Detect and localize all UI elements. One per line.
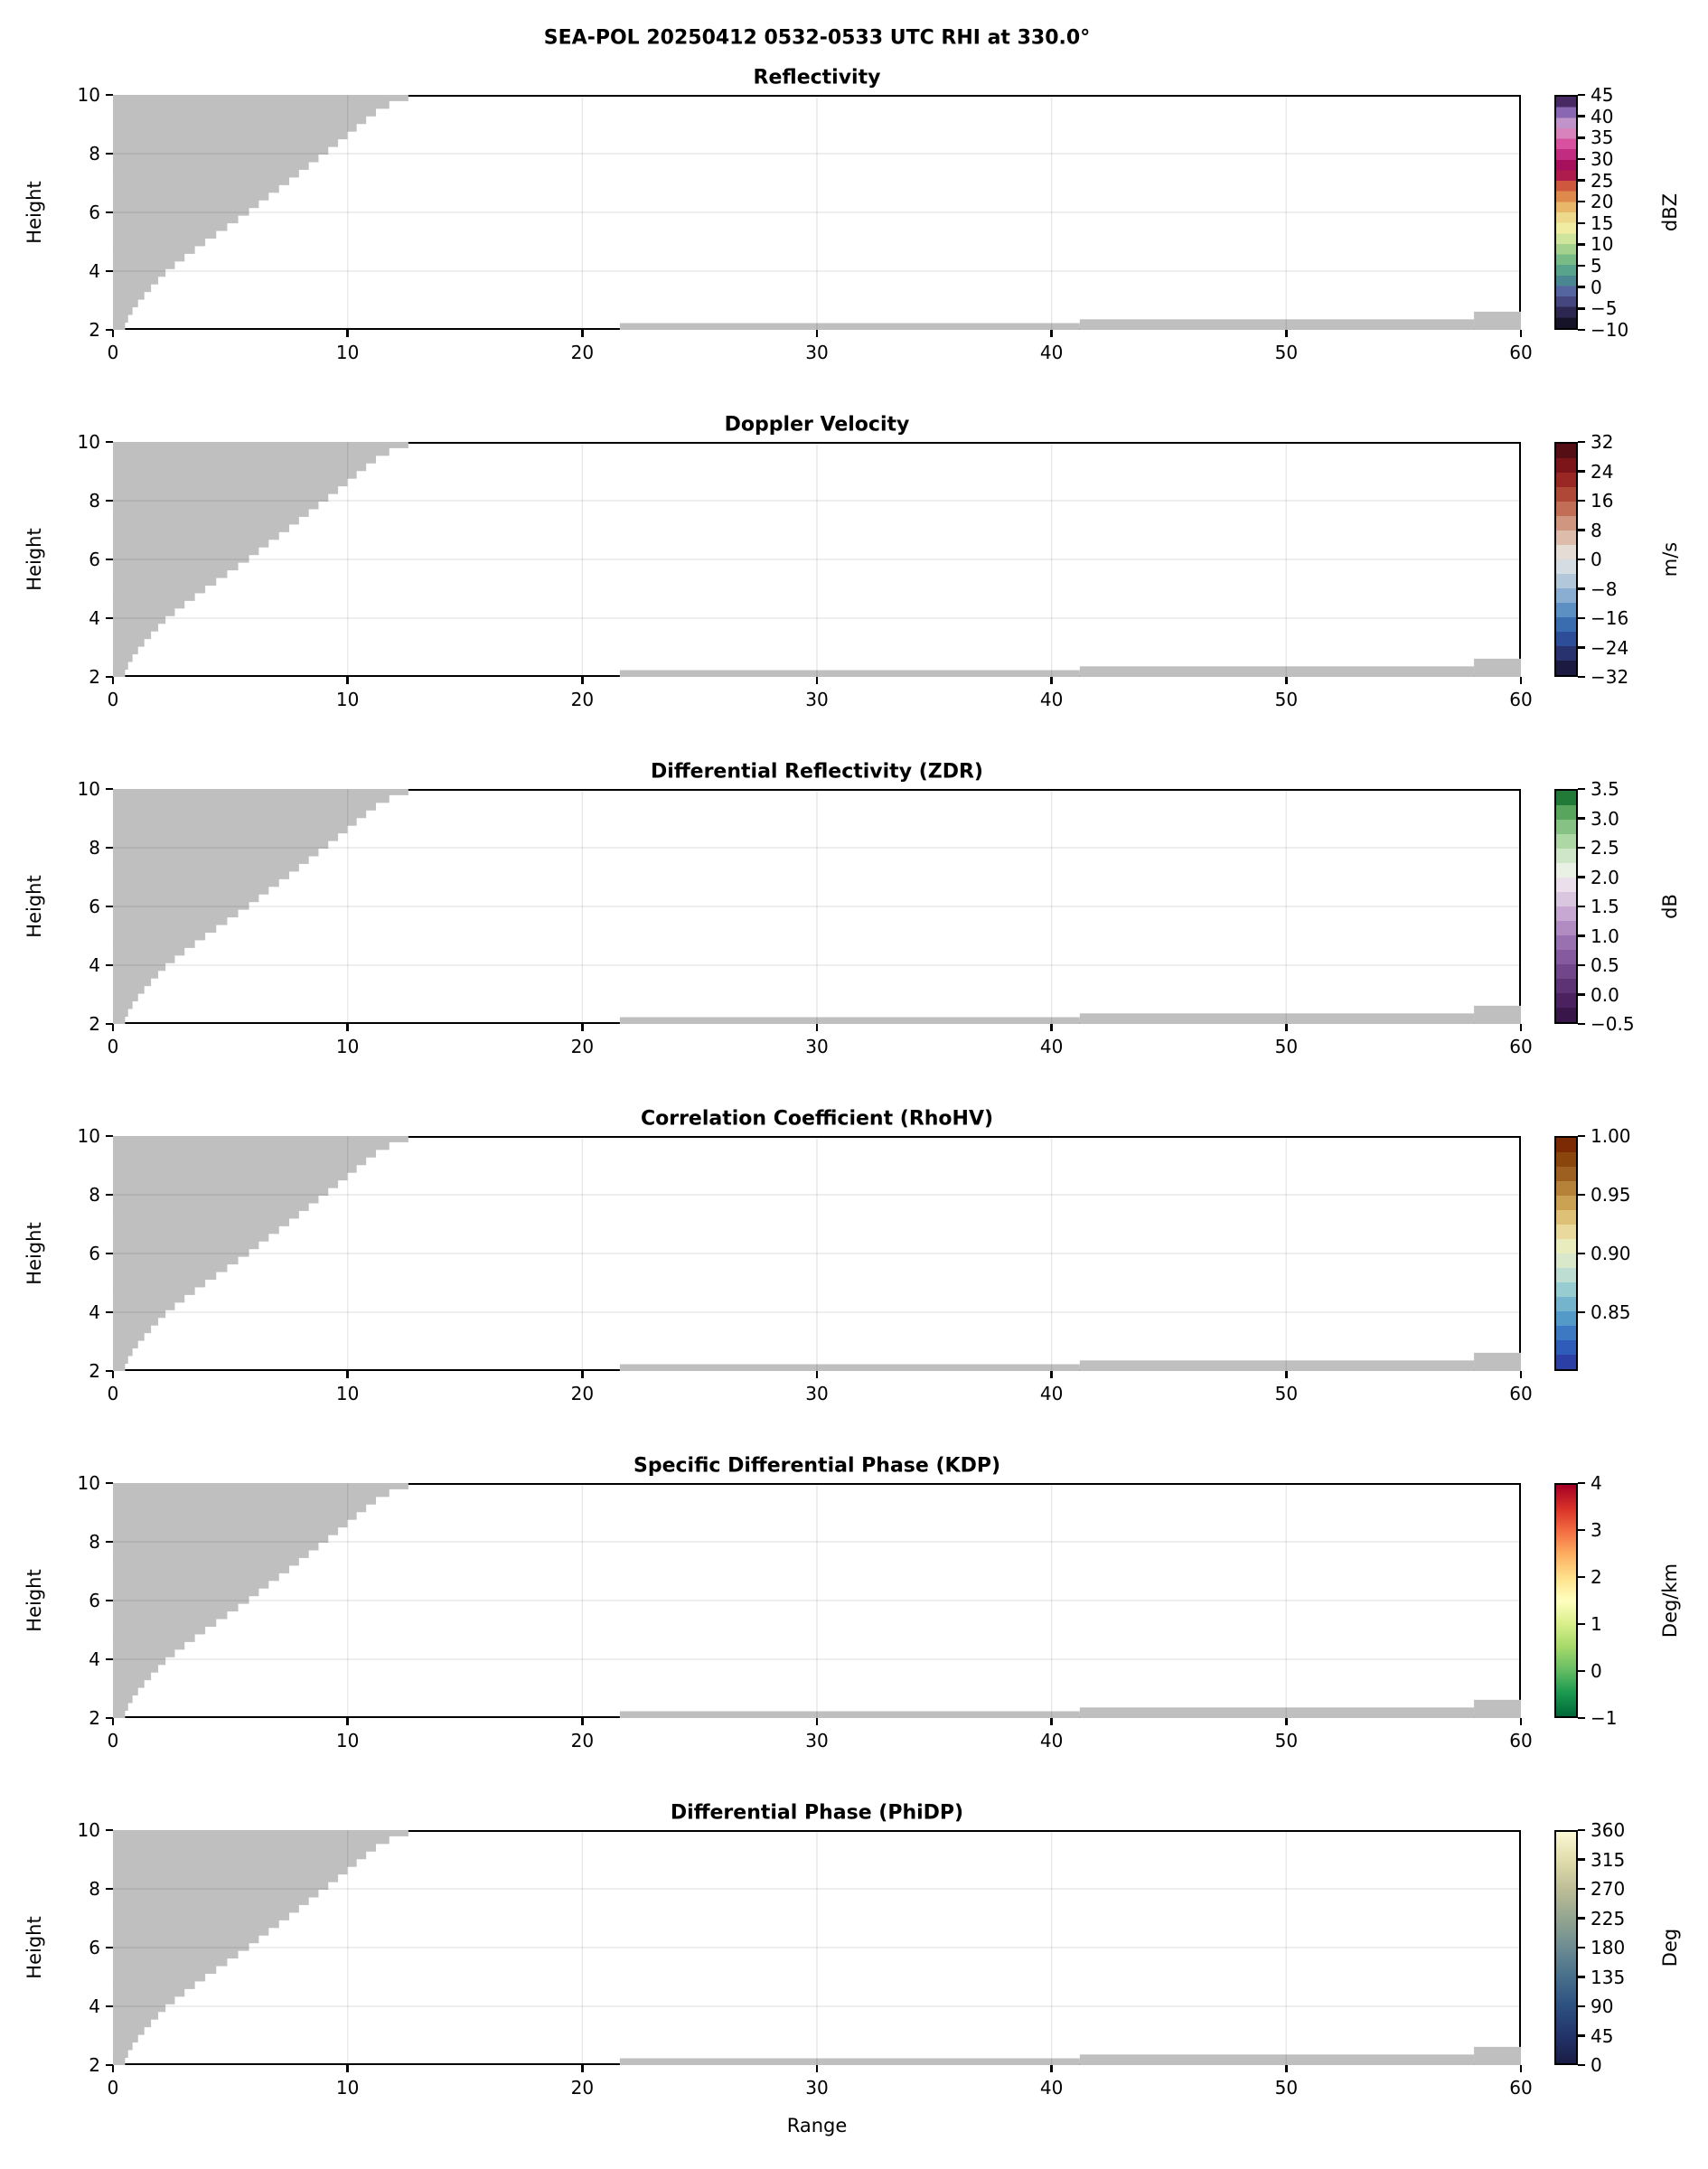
x-tick-mark — [1520, 677, 1523, 684]
colorbar-tick-mark — [1578, 876, 1585, 878]
y-tick-mark — [106, 94, 113, 97]
x-tick-label: 50 — [1274, 689, 1299, 710]
x-tick-label: 30 — [805, 2077, 829, 2099]
x-tick-label: 40 — [1039, 2077, 1064, 2099]
colorbar-tick-label: 3.0 — [1591, 807, 1619, 830]
x-tick-mark — [1050, 677, 1053, 684]
y-tick-label: 2 — [89, 2054, 100, 2076]
colorbar-tick-label: −24 — [1591, 636, 1629, 659]
colorbar-tick-label: 3 — [1591, 1519, 1602, 1541]
colorbar-tick-label: 15 — [1591, 211, 1614, 234]
x-tick-label: 20 — [570, 1383, 595, 1404]
x-tick-label: 60 — [1509, 342, 1533, 363]
x-tick-mark — [1050, 2065, 1053, 2072]
colorbar — [1554, 95, 1578, 330]
y-axis-label: Height — [23, 1916, 45, 1979]
y-tick-mark — [106, 2064, 113, 2067]
x-tick-label: 50 — [1274, 342, 1299, 363]
colorbar-tick-label: −8 — [1591, 577, 1618, 600]
x-tick-label: 10 — [335, 2077, 360, 2099]
y-tick-label: 4 — [89, 1995, 100, 2017]
x-axis-label: Range — [786, 2115, 848, 2136]
y-axis-label: Height — [23, 181, 45, 244]
y-tick-mark — [106, 2005, 113, 2008]
colorbar-tick-mark — [1578, 307, 1585, 310]
colorbar-tick-mark — [1578, 1917, 1585, 1920]
x-tick-mark — [1285, 2065, 1288, 2072]
y-tick-label: 2 — [89, 1707, 100, 1729]
y-tick-mark — [106, 1253, 113, 1255]
y-axis-label: Height — [23, 1222, 45, 1285]
x-tick-label: 60 — [1509, 1383, 1533, 1404]
colorbar-tick-label: 3.5 — [1591, 778, 1619, 800]
colorbar-tick-label: −0.5 — [1591, 1013, 1635, 1035]
colorbar-tick-label: 45 — [1591, 2024, 1614, 2047]
colorbar-tick-mark — [1578, 1529, 1585, 1532]
colorbar-unit-label: m/s — [1659, 541, 1681, 577]
colorbar-tick-mark — [1578, 934, 1585, 937]
y-tick-label: 8 — [89, 143, 100, 164]
y-tick-mark — [106, 1600, 113, 1602]
y-tick-label: 2 — [89, 1013, 100, 1035]
colorbar-tick-label: 24 — [1591, 460, 1614, 483]
x-tick-mark — [816, 330, 819, 337]
colorbar-tick-label: 90 — [1591, 1995, 1614, 2017]
colorbar-unit-label: dBZ — [1659, 192, 1681, 232]
x-tick-mark — [1050, 1718, 1053, 1725]
panel-title: Doppler Velocity — [724, 413, 910, 437]
y-tick-mark — [106, 441, 113, 444]
x-tick-mark — [1050, 1371, 1053, 1378]
colorbar-tick-label: 30 — [1591, 147, 1614, 170]
colorbar-tick-mark — [1578, 1670, 1585, 1673]
colorbar-tick-mark — [1578, 817, 1585, 820]
x-tick-label: 50 — [1274, 1383, 1299, 1404]
x-tick-mark — [816, 1024, 819, 1031]
x-tick-mark — [816, 677, 819, 684]
y-tick-mark — [106, 1717, 113, 1720]
no-data-mask-layer — [113, 95, 1521, 330]
x-tick-label: 0 — [107, 2077, 119, 2099]
panel-title: Differential Reflectivity (ZDR) — [651, 760, 983, 784]
x-tick-mark — [581, 2065, 584, 2072]
colorbar-tick-label: 0.95 — [1591, 1184, 1631, 1206]
colorbar — [1554, 1136, 1578, 1371]
x-tick-mark — [581, 330, 584, 337]
colorbar-tick-label: 0 — [1591, 276, 1602, 298]
colorbar-tick-mark — [1578, 1023, 1585, 1026]
x-tick-mark — [1520, 1024, 1523, 1031]
y-tick-mark — [106, 1947, 113, 1949]
x-tick-mark — [1285, 1718, 1288, 1725]
y-tick-mark — [106, 1541, 113, 1544]
colorbar-tick-mark — [1578, 788, 1585, 791]
y-tick-label: 2 — [89, 319, 100, 341]
x-tick-mark — [1520, 1371, 1523, 1378]
y-tick-label: 6 — [89, 1937, 100, 1958]
x-tick-label: 10 — [335, 1730, 360, 1751]
colorbar-tick-mark — [1578, 617, 1585, 620]
colorbar-tick-mark — [1578, 286, 1585, 288]
y-tick-mark — [106, 1311, 113, 1314]
x-tick-mark — [346, 2065, 349, 2072]
x-tick-label: 40 — [1039, 1383, 1064, 1404]
y-tick-mark — [106, 1658, 113, 1661]
x-tick-mark — [1285, 1371, 1288, 1378]
colorbar-tick-mark — [1578, 2034, 1585, 2037]
x-tick-mark — [816, 1718, 819, 1725]
colorbar-tick-mark — [1578, 646, 1585, 649]
colorbar-tick-label: 360 — [1591, 1819, 1626, 1841]
y-tick-label: 6 — [89, 202, 100, 223]
y-tick-mark — [106, 1888, 113, 1891]
colorbar-unit-label: Deg/km — [1659, 1563, 1681, 1638]
colorbar-tick-label: 20 — [1591, 191, 1614, 213]
x-tick-label: 10 — [335, 1036, 360, 1057]
colorbar-tick-label: 35 — [1591, 127, 1614, 149]
colorbar-tick-mark — [1578, 2064, 1585, 2067]
colorbar-tick-label: 135 — [1591, 1966, 1626, 1988]
panel-title: Correlation Coefficient (RhoHV) — [640, 1107, 994, 1131]
figure-title: SEA-POL 20250412 0532-0533 UTC RHI at 330.0° — [543, 26, 1091, 50]
colorbar-tick-mark — [1578, 1135, 1585, 1138]
y-axis-label: Height — [23, 875, 45, 938]
colorbar-unit-label: Deg — [1659, 1928, 1681, 1967]
y-tick-label: 6 — [89, 549, 100, 570]
colorbar-tick-label: 5 — [1591, 255, 1602, 277]
y-tick-mark — [106, 1829, 113, 1832]
y-tick-mark — [106, 964, 113, 967]
colorbar-tick-mark — [1578, 470, 1585, 473]
x-tick-label: 60 — [1509, 1730, 1533, 1751]
colorbar-tick-mark — [1578, 94, 1585, 97]
y-tick-mark — [106, 270, 113, 273]
colorbar-tick-label: 16 — [1591, 490, 1614, 512]
y-tick-label: 8 — [89, 1531, 100, 1553]
x-tick-label: 20 — [570, 689, 595, 710]
x-tick-mark — [1285, 677, 1288, 684]
colorbar-tick-mark — [1578, 500, 1585, 502]
y-tick-mark — [106, 788, 113, 791]
y-tick-mark — [106, 153, 113, 155]
y-tick-mark — [106, 1023, 113, 1026]
x-tick-mark — [346, 1718, 349, 1725]
y-tick-label: 8 — [89, 1878, 100, 1900]
x-tick-mark — [1050, 1024, 1053, 1031]
y-axis-label: Height — [23, 1569, 45, 1632]
x-tick-mark — [581, 1024, 584, 1031]
no-data-mask-layer — [113, 442, 1521, 677]
x-tick-label: 30 — [805, 689, 829, 710]
colorbar-unit-label: dB — [1659, 894, 1681, 919]
colorbar-tick-mark — [1578, 993, 1585, 996]
y-tick-label: 6 — [89, 1243, 100, 1264]
no-data-mask-layer — [113, 1830, 1521, 2065]
colorbar-tick-label: 0.0 — [1591, 983, 1619, 1006]
colorbar-tick-mark — [1578, 1482, 1585, 1485]
x-tick-label: 60 — [1509, 1036, 1533, 1057]
colorbar-tick-mark — [1578, 1888, 1585, 1891]
colorbar-tick-label: 25 — [1591, 169, 1614, 192]
x-tick-label: 30 — [805, 1036, 829, 1057]
y-tick-mark — [106, 500, 113, 502]
x-tick-label: 30 — [805, 1730, 829, 1751]
y-tick-label: 10 — [77, 778, 100, 800]
y-tick-mark — [106, 847, 113, 850]
y-tick-mark — [106, 211, 113, 214]
colorbar — [1554, 1830, 1578, 2065]
colorbar-tick-label: 1.0 — [1591, 925, 1619, 947]
colorbar-tick-mark — [1578, 906, 1585, 908]
y-tick-label: 4 — [89, 607, 100, 629]
x-tick-label: 60 — [1509, 689, 1533, 710]
x-tick-label: 40 — [1039, 689, 1064, 710]
colorbar-tick-mark — [1578, 1253, 1585, 1255]
colorbar-tick-mark — [1578, 1829, 1585, 1832]
colorbar-tick-mark — [1578, 441, 1585, 444]
colorbar-tick-label: 0.90 — [1591, 1243, 1631, 1264]
colorbar-tick-label: 2.0 — [1591, 866, 1619, 888]
x-tick-mark — [346, 1024, 349, 1031]
x-tick-mark — [346, 677, 349, 684]
y-tick-label: 4 — [89, 954, 100, 976]
x-tick-label: 60 — [1509, 2077, 1533, 2099]
x-tick-mark — [581, 677, 584, 684]
x-tick-mark — [581, 1371, 584, 1378]
colorbar-tick-mark — [1578, 559, 1585, 561]
colorbar-tick-label: 2.5 — [1591, 837, 1619, 859]
colorbar-tick-mark — [1578, 1947, 1585, 1949]
colorbar-tick-mark — [1578, 1858, 1585, 1861]
y-tick-mark — [106, 1370, 113, 1373]
x-tick-mark — [1050, 330, 1053, 337]
y-tick-label: 10 — [77, 84, 100, 106]
colorbar-tick-mark — [1578, 2005, 1585, 2008]
x-tick-label: 0 — [107, 342, 119, 363]
colorbar-tick-mark — [1578, 529, 1585, 531]
colorbar-tick-label: 1 — [1591, 1613, 1602, 1635]
no-data-mask-layer — [113, 1136, 1521, 1371]
y-tick-label: 4 — [89, 260, 100, 282]
x-tick-mark — [1520, 2065, 1523, 2072]
y-tick-label: 10 — [77, 1125, 100, 1147]
colorbar-tick-label: −10 — [1591, 319, 1629, 341]
y-tick-mark — [106, 617, 113, 620]
x-tick-label: 0 — [107, 1036, 119, 1057]
y-tick-label: 2 — [89, 666, 100, 688]
no-data-mask-layer — [113, 789, 1521, 1024]
colorbar — [1554, 1483, 1578, 1718]
x-tick-label: 40 — [1039, 1730, 1064, 1751]
colorbar-tick-label: 40 — [1591, 105, 1614, 127]
no-data-mask-layer — [113, 1483, 1521, 1718]
colorbar-tick-label: 4 — [1591, 1472, 1602, 1494]
x-tick-label: 30 — [805, 342, 829, 363]
y-tick-label: 2 — [89, 1360, 100, 1382]
x-tick-label: 50 — [1274, 1036, 1299, 1057]
x-tick-label: 10 — [335, 1383, 360, 1404]
colorbar-tick-label: −32 — [1591, 666, 1629, 688]
x-tick-label: 30 — [805, 1383, 829, 1404]
x-tick-label: 50 — [1274, 2077, 1299, 2099]
x-tick-mark — [1520, 1718, 1523, 1725]
colorbar-tick-mark — [1578, 587, 1585, 590]
colorbar-tick-label: 270 — [1591, 1878, 1626, 1900]
y-tick-mark — [106, 1194, 113, 1197]
colorbar-tick-label: 0.5 — [1591, 954, 1619, 976]
y-tick-label: 10 — [77, 1472, 100, 1494]
colorbar-tick-label: 0 — [1591, 2054, 1602, 2076]
x-tick-mark — [581, 1718, 584, 1725]
colorbar-tick-mark — [1578, 243, 1585, 246]
colorbar-tick-label: 2 — [1591, 1566, 1602, 1588]
y-tick-mark — [106, 1482, 113, 1485]
x-tick-label: 40 — [1039, 342, 1064, 363]
colorbar-tick-mark — [1578, 179, 1585, 182]
x-tick-label: 0 — [107, 1730, 119, 1751]
colorbar-tick-label: −16 — [1591, 607, 1629, 629]
colorbar-tick-mark — [1578, 847, 1585, 850]
colorbar-tick-mark — [1578, 676, 1585, 679]
colorbar-tick-label: 10 — [1591, 233, 1614, 256]
y-tick-mark — [106, 329, 113, 332]
colorbar-tick-mark — [1578, 201, 1585, 203]
colorbar-tick-mark — [1578, 1623, 1585, 1626]
x-tick-label: 10 — [335, 342, 360, 363]
colorbar-tick-label: 315 — [1591, 1848, 1626, 1871]
x-tick-mark — [816, 2065, 819, 2072]
colorbar-tick-label: 0.85 — [1591, 1301, 1631, 1323]
y-tick-label: 6 — [89, 1590, 100, 1611]
y-tick-label: 8 — [89, 837, 100, 859]
x-tick-label: 20 — [570, 2077, 595, 2099]
x-tick-label: 20 — [570, 1036, 595, 1057]
x-tick-mark — [1520, 330, 1523, 337]
y-tick-label: 4 — [89, 1648, 100, 1670]
x-tick-label: 20 — [570, 1730, 595, 1751]
colorbar-tick-mark — [1578, 1976, 1585, 1978]
y-tick-label: 4 — [89, 1301, 100, 1323]
colorbar-tick-mark — [1578, 222, 1585, 225]
y-tick-mark — [106, 906, 113, 908]
panel-title: Specific Differential Phase (KDP) — [633, 1454, 1001, 1478]
colorbar-tick-label: 180 — [1591, 1937, 1626, 1958]
x-tick-label: 0 — [107, 689, 119, 710]
colorbar-tick-mark — [1578, 1311, 1585, 1314]
colorbar-tick-mark — [1578, 265, 1585, 268]
x-tick-mark — [1285, 1024, 1288, 1031]
colorbar-tick-mark — [1578, 136, 1585, 139]
colorbar-tick-label: 225 — [1591, 1907, 1626, 1930]
x-tick-label: 40 — [1039, 1036, 1064, 1057]
y-tick-mark — [106, 676, 113, 679]
y-tick-label: 10 — [77, 431, 100, 453]
colorbar-tick-mark — [1578, 1576, 1585, 1579]
colorbar-tick-mark — [1578, 329, 1585, 332]
panel-title: Reflectivity — [753, 66, 881, 89]
colorbar-tick-mark — [1578, 115, 1585, 117]
colorbar-tick-label: 0 — [1591, 549, 1602, 570]
colorbar-tick-label: 32 — [1591, 431, 1614, 453]
y-tick-label: 8 — [89, 1184, 100, 1206]
y-tick-mark — [106, 1135, 113, 1138]
x-tick-label: 10 — [335, 689, 360, 710]
colorbar-tick-label: −1 — [1591, 1707, 1618, 1729]
y-tick-label: 6 — [89, 896, 100, 917]
x-tick-label: 0 — [107, 1383, 119, 1404]
y-axis-label: Height — [23, 528, 45, 591]
x-tick-mark — [1285, 330, 1288, 337]
colorbar — [1554, 789, 1578, 1024]
colorbar-tick-label: −5 — [1591, 297, 1618, 320]
x-tick-label: 50 — [1274, 1730, 1299, 1751]
colorbar — [1554, 442, 1578, 677]
y-tick-mark — [106, 559, 113, 561]
x-tick-mark — [816, 1371, 819, 1378]
colorbar-tick-mark — [1578, 964, 1585, 967]
colorbar-tick-mark — [1578, 1194, 1585, 1197]
y-tick-label: 10 — [77, 1819, 100, 1841]
y-tick-label: 8 — [89, 490, 100, 512]
colorbar-tick-mark — [1578, 158, 1585, 161]
colorbar-tick-label: 1.00 — [1591, 1125, 1631, 1147]
x-tick-label: 20 — [570, 342, 595, 363]
x-tick-mark — [346, 330, 349, 337]
panel-title: Differential Phase (PhiDP) — [670, 1801, 964, 1825]
colorbar-tick-label: 8 — [1591, 519, 1602, 541]
colorbar-tick-label: 45 — [1591, 84, 1614, 106]
colorbar-tick-mark — [1578, 1717, 1585, 1720]
colorbar-tick-label: 1.5 — [1591, 896, 1619, 917]
colorbar-tick-label: 0 — [1591, 1660, 1602, 1682]
x-tick-mark — [346, 1371, 349, 1378]
